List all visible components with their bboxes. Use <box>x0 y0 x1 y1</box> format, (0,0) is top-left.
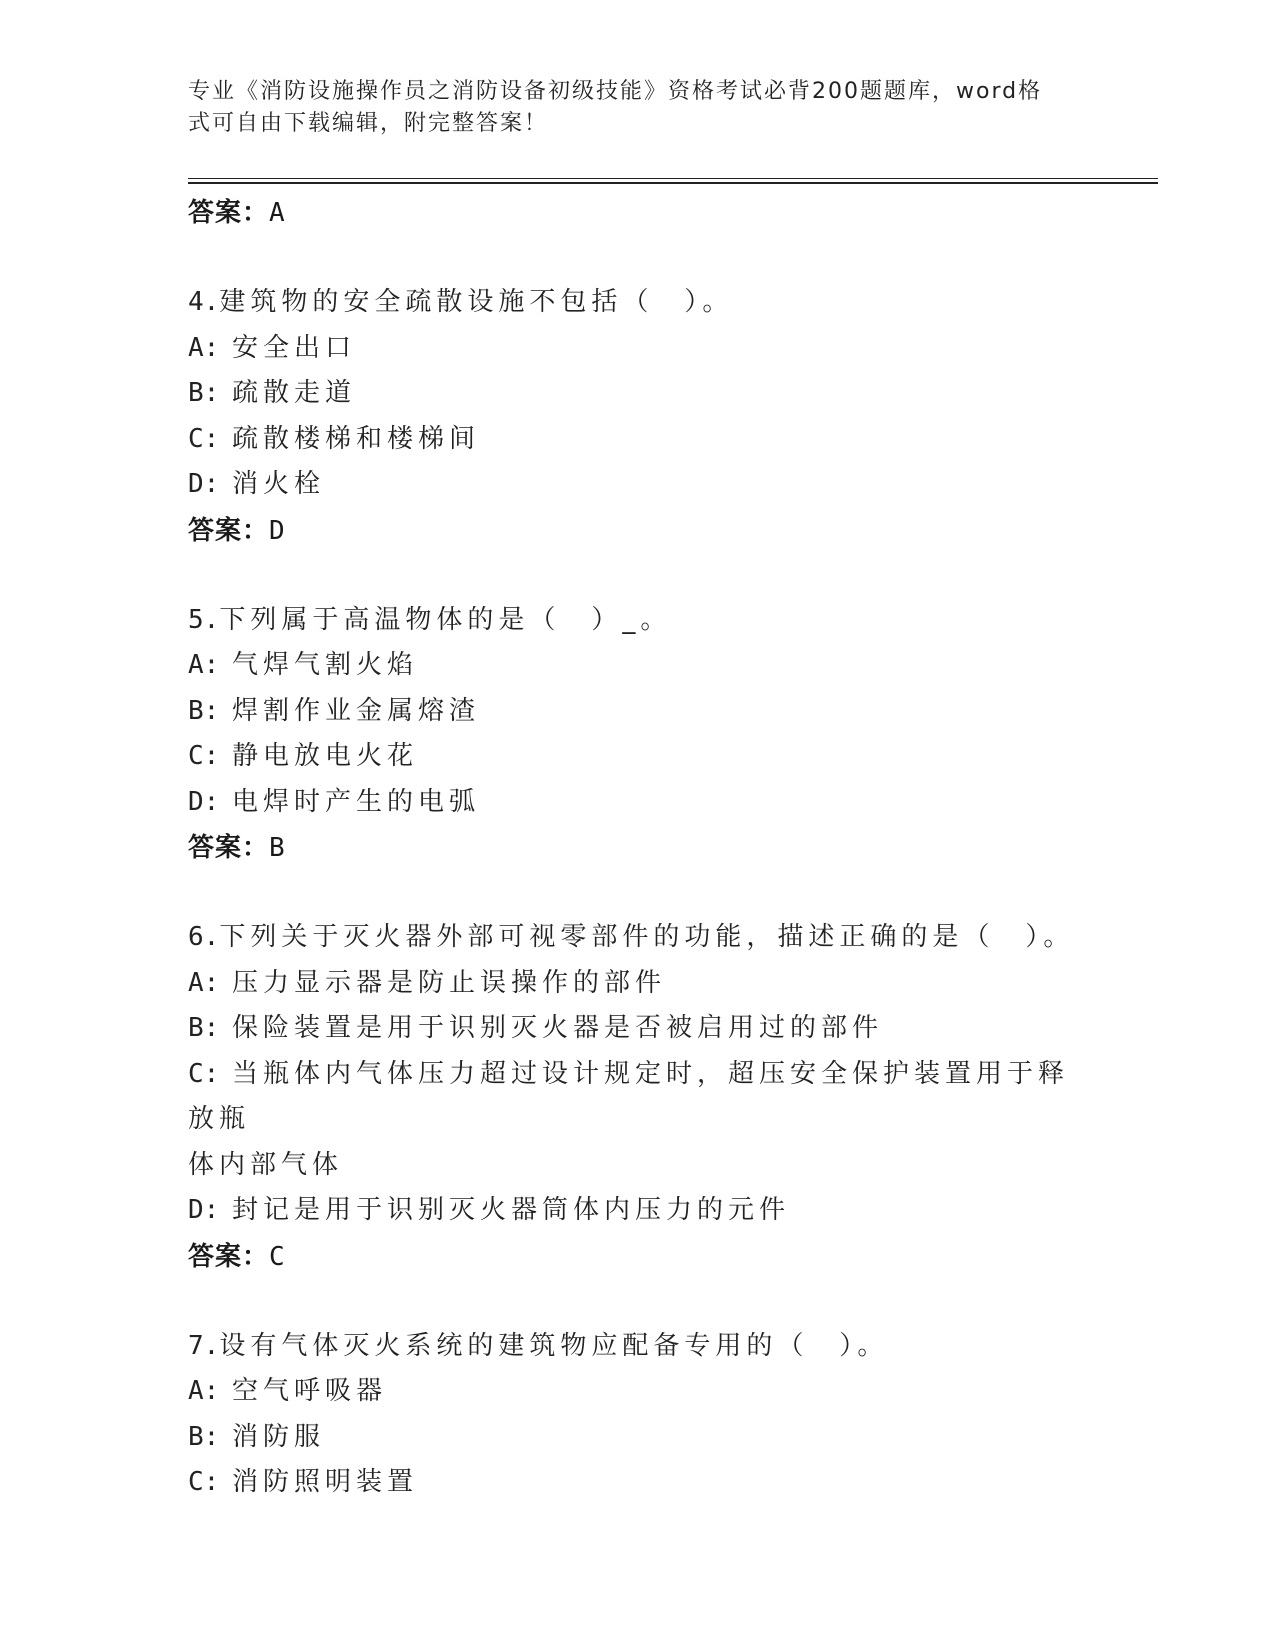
option-key: C: <box>188 741 220 771</box>
option-key: C: <box>188 1467 220 1497</box>
question-stem <box>188 598 1088 644</box>
question-text: 下列属于高温物体的是（ ）_。 <box>219 604 672 635</box>
option-key: D: <box>188 469 220 499</box>
option-a <box>188 643 1088 689</box>
question-stem <box>188 280 1088 326</box>
question-number: 4. <box>188 287 220 317</box>
question-stem <box>188 915 1088 961</box>
header-line-2: 式可自由下载编辑，附完整答案！ <box>188 111 549 136</box>
option-d <box>188 780 1088 826</box>
answer-line <box>188 825 1088 871</box>
option-text: 疏散走道 <box>232 378 357 408</box>
question-number: 5. <box>188 604 220 635</box>
spacer <box>188 236 1088 280</box>
question-text: 设有气体灭火系统的建筑物应配备专用的（ ）。 <box>219 1330 889 1361</box>
option-b <box>188 371 1088 417</box>
option-text: 消防服 <box>232 1421 326 1452</box>
question-number: 7. <box>188 1330 220 1361</box>
option-a <box>188 326 1088 372</box>
header-divider-thick <box>188 182 1158 184</box>
option-key: B: <box>188 1013 220 1043</box>
answer-label: 答案： <box>188 515 270 546</box>
answer-value: C <box>269 1241 286 1272</box>
option-a <box>188 1369 1088 1415</box>
question-text: 下列关于灭火器外部可视零部件的功能，描述正确的是（ ）。 <box>219 922 1075 952</box>
option-text: 焊割作业金属熔渣 <box>232 695 481 726</box>
option-key: B: <box>188 378 220 408</box>
document-content <box>188 190 1088 1506</box>
option-c-continuation: 体内部气体 <box>188 1149 344 1180</box>
option-b <box>188 1415 1088 1461</box>
option-d <box>188 1188 1088 1234</box>
option-text: 空气呼吸器 <box>232 1376 388 1406</box>
option-text: 静电放电火花 <box>232 741 419 771</box>
spacer <box>188 1280 1088 1324</box>
option-c <box>188 417 1088 463</box>
option-c <box>188 1052 1088 1143</box>
option-text: 当瓶体内气体压力超过设计规定时，超压安全保护装置用于释放瓶 <box>188 1058 1070 1134</box>
option-key: A: <box>188 967 220 998</box>
option-text: 保险装置是用于识别灭火器是否被启用过的部件 <box>232 1013 884 1043</box>
question-stem <box>188 1324 1088 1370</box>
spacer <box>188 554 1088 598</box>
option-c <box>188 734 1088 780</box>
spacer <box>188 871 1088 915</box>
option-c <box>188 1460 1088 1506</box>
answer-label: 答案： <box>188 833 270 863</box>
option-d <box>188 462 1088 508</box>
option-key: A: <box>188 332 220 363</box>
option-text: 安全出口 <box>232 332 357 363</box>
option-key: A: <box>188 650 220 680</box>
answer-label: 答案： <box>188 198 270 228</box>
answer-value: A <box>269 198 286 228</box>
answer-value: B <box>269 833 286 863</box>
option-key: D: <box>188 1195 220 1225</box>
option-text: 压力显示器是防止误操作的部件 <box>232 967 667 998</box>
option-key: A: <box>188 1376 220 1406</box>
answer-line <box>188 1234 1088 1280</box>
option-key: B: <box>188 695 220 726</box>
option-b <box>188 1006 1088 1052</box>
option-text: 消火栓 <box>232 469 326 499</box>
header-line-1: 专业《消防设施操作员之消防设备初级技能》资格考试必背200题题库，word格 <box>188 79 1043 104</box>
answer-label: 答案： <box>188 1241 270 1272</box>
option-key: D: <box>188 786 220 817</box>
option-text: 电焊时产生的电弧 <box>232 786 481 817</box>
option-text: 气焊气割火焰 <box>232 650 419 680</box>
answer-line <box>188 190 1088 236</box>
question-number: 6. <box>188 922 220 952</box>
option-b <box>188 689 1088 735</box>
header-divider-thin <box>188 178 1158 179</box>
option-text: 疏散楼梯和楼梯间 <box>232 423 481 454</box>
option-a <box>188 961 1088 1007</box>
option-key: C: <box>188 1058 220 1089</box>
option-key: C: <box>188 423 220 454</box>
answer-value: D <box>269 515 286 546</box>
option-text: 消防照明装置 <box>232 1467 419 1497</box>
option-text: 封记是用于识别灭火器筒体内压力的元件 <box>232 1195 791 1225</box>
option-key: B: <box>188 1421 220 1452</box>
answer-line <box>188 508 1088 554</box>
question-text: 建筑物的安全疏散设施不包括（ ）。 <box>219 287 734 317</box>
document-header <box>188 76 1068 140</box>
